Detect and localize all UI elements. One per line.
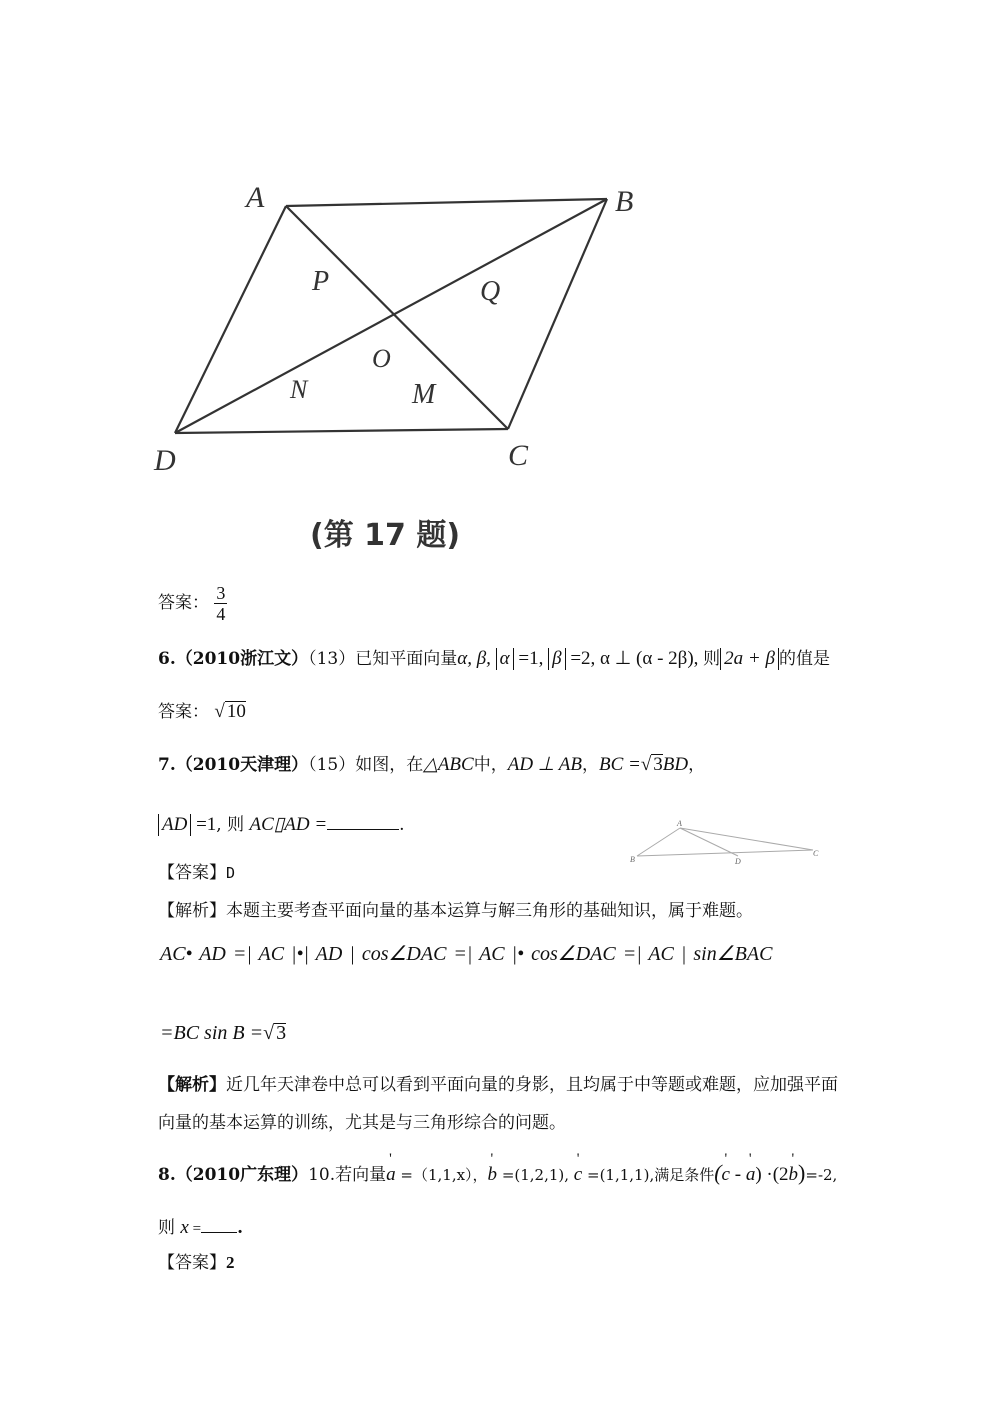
numerator: 3 bbox=[216, 583, 226, 603]
answer-7 bbox=[158, 858, 235, 883]
question-text: . bbox=[237, 1218, 243, 1238]
abs-ad: AD bbox=[158, 814, 191, 836]
edge-cd bbox=[175, 429, 508, 433]
edge-bc bbox=[637, 850, 813, 856]
math: ) ·(2 bbox=[755, 1164, 789, 1185]
answer-8 bbox=[158, 1248, 235, 1273]
edge-ab bbox=[637, 828, 680, 856]
question-tag: （13） bbox=[308, 649, 356, 669]
question-text: 则 bbox=[703, 649, 721, 669]
label-c: C bbox=[813, 849, 819, 858]
question-7-line-1 bbox=[158, 750, 705, 776]
analysis-7 bbox=[158, 896, 753, 921]
label-d: D bbox=[154, 444, 176, 477]
diagonal-ac bbox=[286, 206, 508, 429]
label-p: P bbox=[312, 266, 330, 297]
math: x bbox=[180, 1217, 189, 1238]
math: △ABC bbox=[423, 754, 474, 775]
math: =2, α ⊥ (α - 2β), bbox=[565, 648, 704, 669]
question-8-line-1 bbox=[158, 1160, 837, 1186]
answer-value: 2 bbox=[226, 1253, 235, 1272]
label-a: A bbox=[677, 819, 682, 828]
question-text: ， bbox=[581, 755, 599, 775]
label-a: A bbox=[246, 181, 265, 214]
math: BD bbox=[662, 754, 689, 775]
math: BC = bbox=[598, 754, 641, 775]
comment-label: 【解析】 bbox=[158, 1075, 226, 1095]
label-n: N bbox=[290, 375, 308, 404]
formula-line-2 bbox=[160, 1022, 286, 1045]
vector-c: ' c bbox=[722, 1164, 730, 1186]
parallelogram-figure bbox=[150, 175, 650, 570]
answer-label: 答案： bbox=[158, 702, 209, 722]
question-text: 如图，在 bbox=[355, 755, 424, 775]
fraction bbox=[214, 583, 227, 624]
label-b: B bbox=[615, 185, 634, 218]
sqrt-sign: √ bbox=[263, 1022, 275, 1044]
comment-7-line-1 bbox=[158, 1070, 838, 1095]
label-m: M bbox=[412, 379, 436, 410]
diagonal-db bbox=[175, 199, 607, 433]
math: = bbox=[188, 1221, 202, 1237]
answer-blank[interactable] bbox=[327, 829, 399, 830]
math: AD ⊥ AB bbox=[507, 754, 582, 775]
answer-value: D bbox=[226, 864, 236, 882]
question-source: （2010广东理） bbox=[175, 1165, 309, 1185]
abs-beta: β bbox=[548, 648, 565, 670]
edge-ab bbox=[286, 199, 607, 206]
question-number: 7. bbox=[158, 755, 176, 775]
edge-bc bbox=[508, 199, 607, 429]
vector-value: =(1,1,1),满足条件 bbox=[582, 1166, 715, 1184]
math: α, β, bbox=[457, 648, 496, 669]
question-text: ， bbox=[688, 755, 706, 775]
answer-label: 【答案】 bbox=[158, 863, 226, 883]
sqrt-sign: √ bbox=[640, 754, 652, 775]
vector-value: =（1,1,x）， bbox=[395, 1166, 488, 1184]
comment-text: 近几年天津卷中总可以看到平面向量的身影，且均属于中等题或难题，应加强平面 bbox=[226, 1075, 838, 1095]
condition-value: =-2, bbox=[805, 1166, 838, 1184]
denominator: 4 bbox=[216, 604, 226, 624]
question-6 bbox=[158, 644, 830, 670]
edge-da bbox=[175, 206, 286, 433]
answer-6 bbox=[158, 697, 246, 723]
question-8-line-2 bbox=[158, 1213, 243, 1239]
question-text: 已知平面向量 bbox=[355, 649, 458, 669]
edge-ac bbox=[680, 828, 813, 850]
vector-b: ' b bbox=[488, 1164, 498, 1186]
math: =1, bbox=[513, 648, 549, 669]
math: - bbox=[729, 1164, 746, 1185]
sqrt-sign: √ bbox=[214, 701, 225, 722]
label-o: O bbox=[372, 344, 391, 373]
vector-c: ' c bbox=[574, 1164, 582, 1186]
question-number: 6. bbox=[158, 649, 176, 669]
math: =1 bbox=[191, 814, 217, 835]
vector-a: ' a bbox=[386, 1164, 396, 1186]
label-d: D bbox=[735, 857, 741, 866]
comment-7-line-2: 向量的基本运算的训练，尤其是与三角形综合的问题。 bbox=[158, 1113, 566, 1133]
label-b: B bbox=[630, 855, 635, 864]
formula-line-1: AC• AD =| AC |•| AD | cos∠DAC =| AC |• cos∠DAC =| AC | sin∠BAC bbox=[160, 943, 773, 965]
math: AC▯AD = bbox=[249, 814, 328, 835]
question-number: 8. bbox=[158, 1165, 176, 1185]
figure-caption: (第 17 题) bbox=[310, 518, 461, 553]
abs-expr: 2a + β bbox=[720, 648, 779, 670]
question-text: 的值是 bbox=[778, 649, 830, 669]
answer-label: 【答案】 bbox=[158, 1253, 226, 1273]
triangle-figure bbox=[625, 818, 825, 868]
question-7-line-2 bbox=[158, 810, 405, 836]
answer-blank[interactable] bbox=[201, 1232, 237, 1233]
question-text: 10.若向量 bbox=[308, 1165, 387, 1185]
question-text: 中， bbox=[473, 755, 508, 775]
question-text: , 则 bbox=[216, 815, 250, 835]
edge-ad bbox=[680, 828, 738, 856]
label-c: C bbox=[508, 439, 529, 472]
answer-label: 答案： bbox=[158, 593, 209, 613]
question-text: . bbox=[399, 815, 405, 835]
question-source: （2010浙江文） bbox=[175, 649, 309, 669]
analysis-label: 【解析】 bbox=[158, 901, 226, 921]
paren: ( bbox=[714, 1160, 722, 1185]
question-text: 则 bbox=[158, 1218, 181, 1238]
paren: ) bbox=[798, 1160, 806, 1185]
sqrt-radicand: 3 bbox=[653, 754, 663, 775]
analysis-text: 本题主要考查平面向量的基本运算与解三角形的基础知识，属于难题。 bbox=[226, 901, 753, 921]
sqrt-radicand: 10 bbox=[226, 701, 246, 722]
label-q: Q bbox=[480, 276, 501, 307]
math: =BC sin B = bbox=[160, 1022, 264, 1044]
question-tag: （15） bbox=[308, 755, 356, 775]
abs-alpha: α bbox=[496, 648, 514, 670]
vector-value: =(1,2,1), bbox=[497, 1166, 574, 1184]
vector-b: ' b bbox=[789, 1164, 799, 1186]
sqrt-radicand: 3 bbox=[276, 1022, 287, 1044]
answer-5 bbox=[158, 583, 227, 624]
vector-a: ' a bbox=[746, 1164, 756, 1186]
question-source: （2010天津理） bbox=[175, 755, 309, 775]
